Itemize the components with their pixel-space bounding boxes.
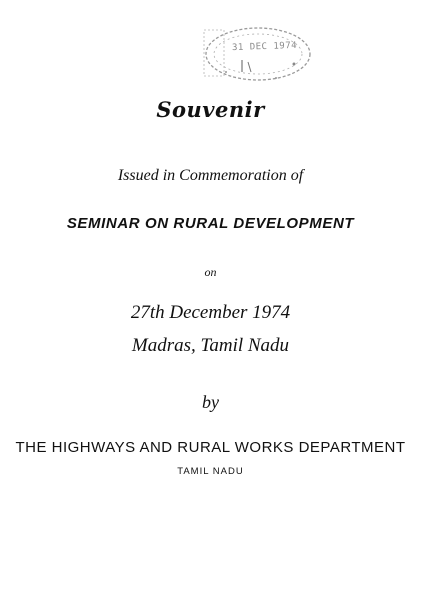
stamp-date: 31 DEC 1974 (231, 40, 298, 54)
on-text: on (204, 265, 217, 279)
by-text: by (202, 392, 219, 412)
souvenir-title: Souvenir (156, 97, 265, 122)
department-name: THE HIGHWAYS AND RURAL WORKS DEPARTMENT (15, 439, 406, 456)
event-place: Madras, Tamil Nadu (131, 335, 290, 356)
state-name: TAMIL NADU (177, 466, 244, 477)
library-stamp-icon (196, 20, 312, 90)
event-date: 27th December 1974 (130, 302, 291, 323)
seminar-title: SEMINAR ON RURAL DEVELOPMENT (66, 215, 355, 232)
issued-line: Issued in Commemoration of (117, 167, 304, 184)
